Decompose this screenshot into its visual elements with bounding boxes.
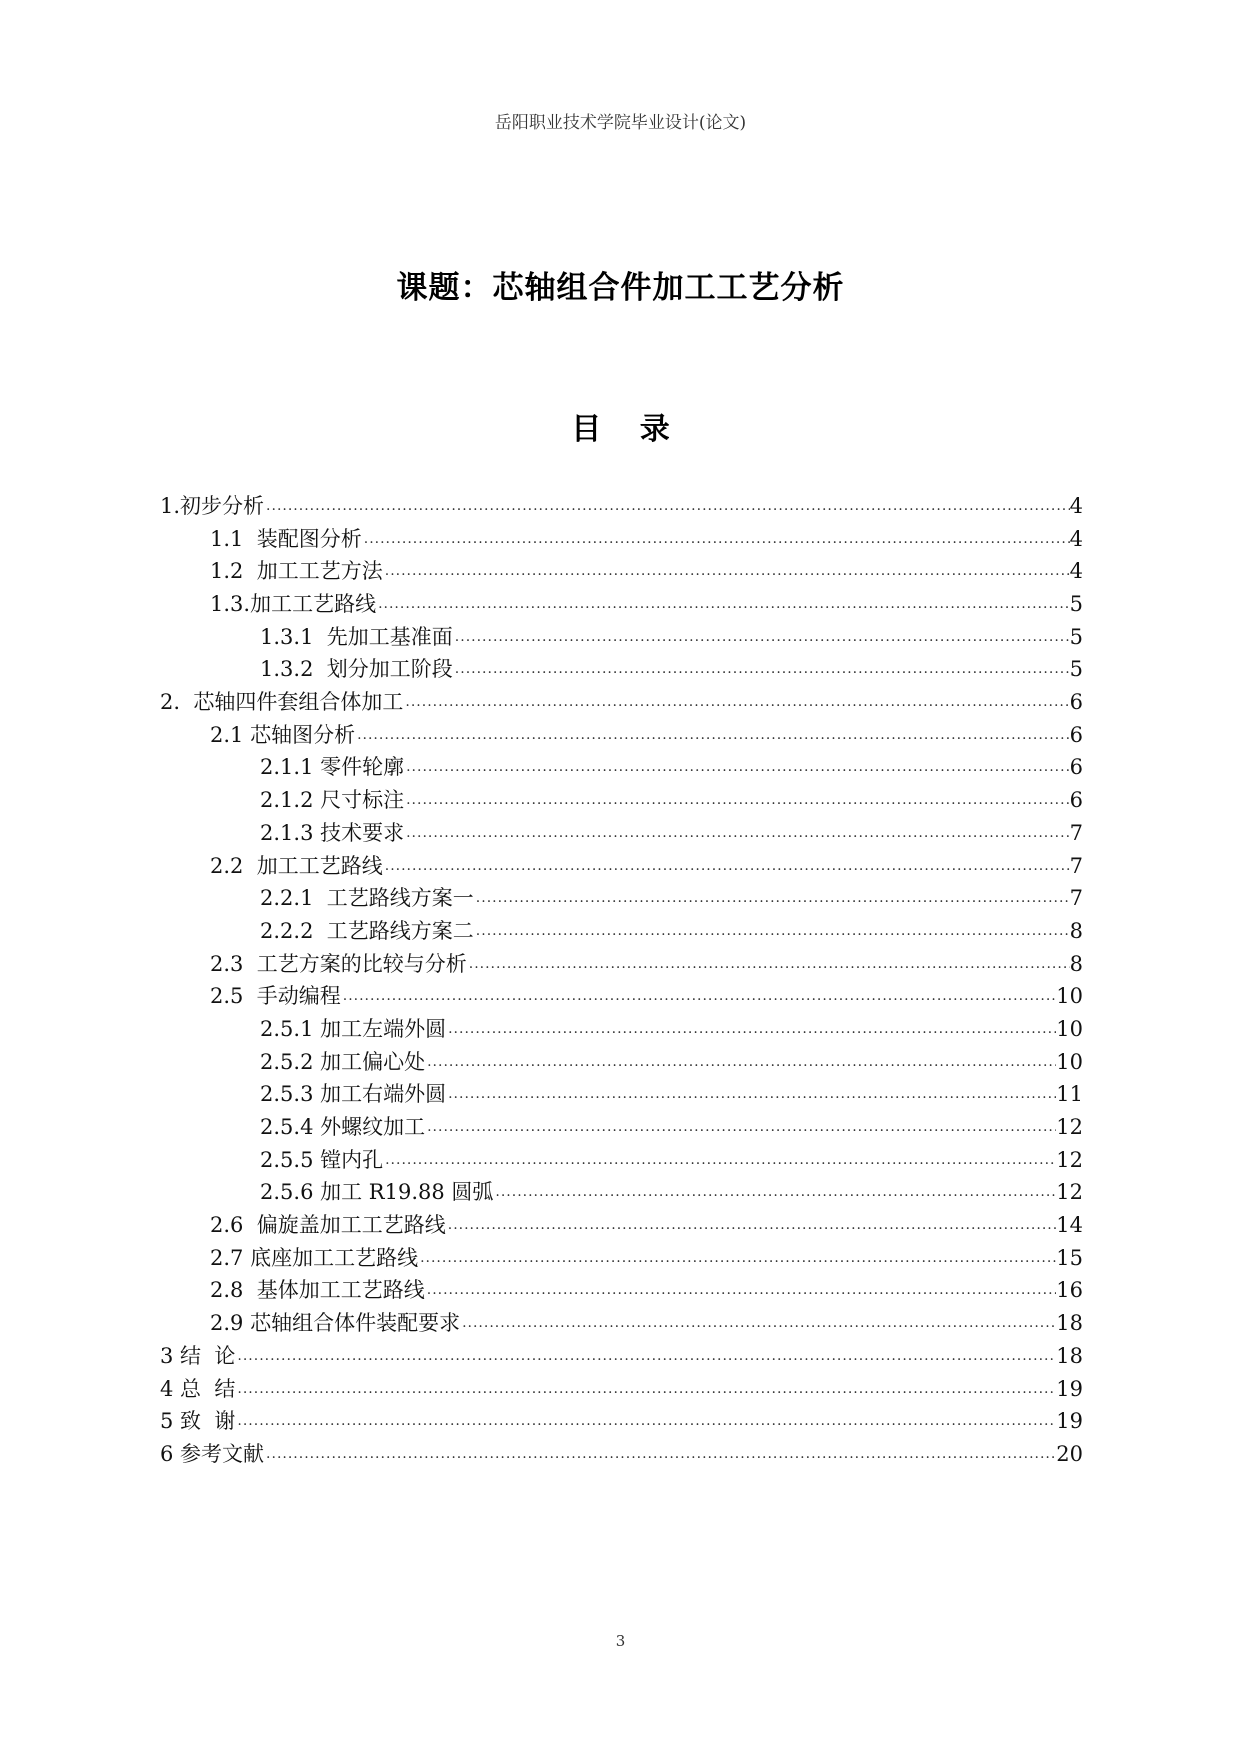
toc-entry[interactable] [160, 686, 1083, 719]
toc-entry-label: 5 致 谢 [160, 1409, 236, 1434]
toc-entry[interactable] [160, 588, 1083, 621]
toc-entry[interactable] [160, 882, 1083, 915]
toc-entry[interactable] [160, 621, 1083, 654]
toc-entry-page: 5 [1069, 657, 1083, 682]
toc-dot-leader [235, 1405, 1056, 1438]
toc-entry-page: 19 [1056, 1409, 1083, 1434]
toc-dot-leader [474, 882, 1070, 915]
toc-dot-leader [341, 980, 1057, 1013]
toc-entry[interactable] [160, 719, 1083, 752]
toc-entry[interactable] [160, 850, 1083, 883]
toc-entry[interactable] [160, 1111, 1083, 1144]
toc-entry-page: 5 [1069, 592, 1083, 617]
toc-entry[interactable] [160, 784, 1083, 817]
toc-entry-page: 7 [1069, 820, 1083, 845]
toc-entry-page: 12 [1056, 1180, 1083, 1205]
toc-entry-label: 2.1.2 尺寸标注 [260, 788, 405, 813]
toc-entry-page: 7 [1069, 853, 1083, 878]
toc-entry-label: 2.2 加工工艺路线 [210, 853, 383, 878]
toc-entry-page: 11 [1056, 1082, 1083, 1107]
toc-dot-leader [383, 555, 1070, 588]
toc-dot-leader [376, 588, 1070, 621]
page-header: 岳阳职业技术学院毕业设计(论文) [494, 113, 747, 133]
toc-entry-label: 2.2.2 工艺路线方案二 [260, 918, 474, 943]
toc-entry-label: 1.1 装配图分析 [210, 526, 362, 551]
toc-entry[interactable] [160, 1307, 1083, 1340]
toc-entry-label: 3 结 论 [160, 1343, 236, 1368]
toc-entry-page: 10 [1056, 1016, 1083, 1041]
toc-entry[interactable] [160, 1176, 1083, 1209]
toc-entry[interactable] [160, 1438, 1083, 1471]
toc-entry[interactable] [160, 523, 1083, 556]
toc-dot-leader [235, 1340, 1056, 1373]
toc-entry-page: 6 [1069, 788, 1083, 813]
toc-dot-leader [418, 1242, 1056, 1275]
page-number: 3 [615, 1632, 626, 1650]
toc-entry-page: 19 [1056, 1376, 1083, 1401]
toc-entry-label: 4 总 结 [160, 1376, 236, 1401]
toc-entry-page: 18 [1056, 1343, 1083, 1368]
toc-dot-leader [453, 653, 1070, 686]
toc-entry[interactable] [160, 653, 1083, 686]
toc-entry-page: 20 [1056, 1441, 1083, 1466]
toc-entry[interactable] [160, 980, 1083, 1013]
toc-entry-label: 2.9 芯轴组合体件装配要求 [210, 1311, 461, 1336]
toc-dot-leader [404, 817, 1070, 850]
toc-entry[interactable] [160, 490, 1083, 523]
toc-entry-label: 2.7 底座加工工艺路线 [210, 1245, 419, 1270]
toc-entry-page: 14 [1056, 1213, 1083, 1238]
toc-dot-leader [403, 686, 1069, 719]
toc-dot-leader [264, 1438, 1056, 1471]
toc-entry-page: 6 [1069, 755, 1083, 780]
toc-entry-page: 6 [1069, 690, 1083, 715]
toc-dot-leader [425, 1111, 1056, 1144]
toc-entry-label: 1.3.2 划分加工阶段 [260, 657, 453, 682]
toc-entry[interactable] [160, 915, 1083, 948]
toc-dot-leader [446, 1013, 1056, 1046]
toc-entry-page: 8 [1069, 918, 1083, 943]
toc-entry-page: 5 [1069, 624, 1083, 649]
toc-dot-leader [474, 915, 1070, 948]
toc-dot-leader [446, 1078, 1056, 1111]
toc-entry-label: 2.5.3 加工右端外圆 [260, 1082, 447, 1107]
toc-entry-page: 16 [1056, 1278, 1083, 1303]
toc-entry[interactable] [160, 555, 1083, 588]
toc-entry-page: 10 [1056, 1049, 1083, 1074]
toc-dot-leader [383, 1144, 1056, 1177]
toc-entry[interactable] [160, 1373, 1083, 1406]
toc-entry-label: 1.3.加工工艺路线 [210, 592, 377, 617]
toc-entry-label: 1.3.1 先加工基准面 [260, 624, 453, 649]
toc-entry-label: 2.5.5 镗内孔 [260, 1147, 384, 1172]
toc-entry[interactable] [160, 752, 1083, 785]
toc-dot-leader [425, 1046, 1056, 1079]
toc-entry-label: 1.初步分析 [160, 493, 265, 518]
toc-dot-leader [355, 719, 1070, 752]
toc-heading: 目 录 [571, 412, 670, 447]
toc-dot-leader [264, 490, 1070, 523]
toc-entry-label: 2.5.1 加工左端外圆 [260, 1016, 447, 1041]
toc-entry-page: 18 [1056, 1311, 1083, 1336]
toc-entry[interactable] [160, 1144, 1083, 1177]
toc-entry[interactable] [160, 1209, 1083, 1242]
toc-entry-page: 4 [1069, 526, 1083, 551]
toc-dot-leader [460, 1307, 1056, 1340]
toc-entry-label: 2.5.6 加工 R19.88 圆弧 [260, 1180, 494, 1205]
toc-dot-leader [235, 1373, 1056, 1406]
toc-dot-leader [404, 784, 1070, 817]
toc-entry-page: 4 [1069, 493, 1083, 518]
table-of-contents [160, 490, 1083, 1471]
toc-dot-leader [404, 751, 1070, 784]
toc-dot-leader [425, 1274, 1057, 1307]
document-title: 课题：芯轴组合件加工工艺分析 [396, 270, 845, 306]
toc-entry-label: 2.6 偏旋盖加工工艺路线 [210, 1213, 446, 1238]
toc-entry-page: 4 [1069, 559, 1083, 584]
toc-entry-page: 12 [1056, 1147, 1083, 1172]
toc-entry[interactable] [160, 1046, 1083, 1079]
toc-entry-label: 2.1 芯轴图分析 [210, 722, 356, 747]
toc-dot-leader [446, 1209, 1057, 1242]
toc-entry-label: 2.3 工艺方案的比较与分析 [210, 951, 467, 976]
toc-entry-label: 6 参考文献 [160, 1441, 265, 1466]
toc-entry[interactable] [160, 1275, 1083, 1308]
toc-entry-label: 1.2 加工工艺方法 [210, 559, 383, 584]
toc-entry[interactable] [160, 948, 1083, 981]
toc-entry[interactable] [160, 1078, 1083, 1111]
toc-entry-label: 2.1.3 技术要求 [260, 820, 405, 845]
toc-entry[interactable] [160, 817, 1083, 850]
toc-entry-label: 2.5.2 加工偏心处 [260, 1049, 426, 1074]
toc-entry[interactable] [160, 1013, 1083, 1046]
toc-dot-leader [467, 948, 1070, 981]
toc-entry-page: 10 [1056, 984, 1083, 1009]
toc-dot-leader [493, 1176, 1056, 1209]
toc-entry[interactable] [160, 1340, 1083, 1373]
toc-dot-leader [362, 523, 1070, 556]
toc-entry-page: 12 [1056, 1115, 1083, 1140]
toc-entry-label: 2.8 基体加工工艺路线 [210, 1278, 425, 1303]
toc-entry-label: 2.2.1 工艺路线方案一 [260, 886, 474, 911]
toc-entry-page: 7 [1069, 886, 1083, 911]
toc-entry-label: 2.5.4 外螺纹加工 [260, 1115, 426, 1140]
toc-dot-leader [453, 621, 1070, 654]
toc-entry-label: 2.5 手动编程 [210, 984, 341, 1009]
toc-entry-page: 15 [1056, 1245, 1083, 1270]
toc-entry[interactable] [160, 1242, 1083, 1275]
toc-entry-page: 8 [1069, 951, 1083, 976]
toc-entry-label: 2. 芯轴四件套组合体加工 [160, 690, 404, 715]
toc-entry[interactable] [160, 1405, 1083, 1438]
toc-entry-page: 6 [1069, 722, 1083, 747]
toc-dot-leader [383, 850, 1070, 883]
toc-entry-label: 2.1.1 零件轮廓 [260, 755, 405, 780]
